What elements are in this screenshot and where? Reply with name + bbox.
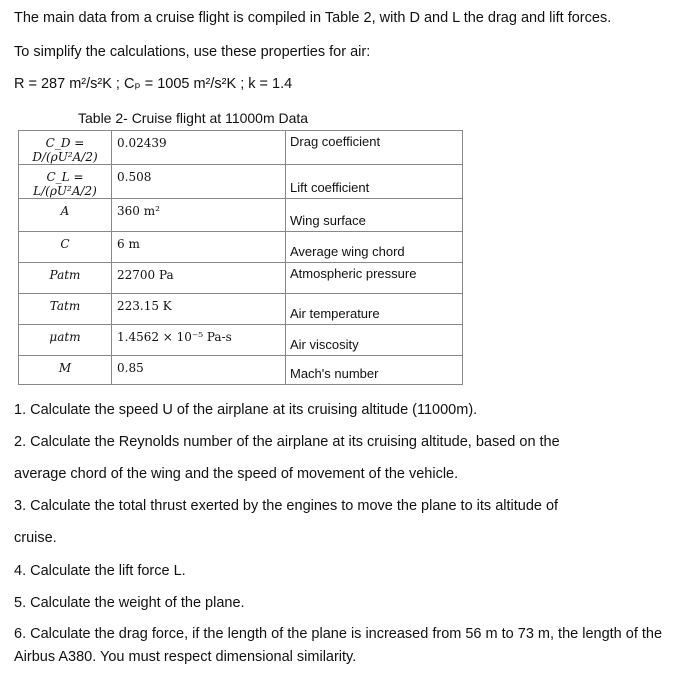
intro-line-1: The main data from a cruise flight is compiled in Table 2, with D and L the drag and lift forces. — [14, 10, 612, 26]
table-cell-value: 0.85 — [112, 356, 286, 385]
question-6-line-2: Airbus A380. You must respect dimensional similarity. — [14, 649, 357, 665]
table-cell-symbol: M — [19, 356, 112, 385]
table-row — [19, 131, 463, 165]
table-cell-description: Mach's number — [286, 356, 463, 385]
table-cell-description: Atmospheric pressure — [286, 263, 463, 294]
table-row — [19, 325, 463, 356]
table-cell-description: Drag coefficient — [286, 131, 463, 165]
lift-coefficient-symbol: C_L = L/(ρU²A/2) — [19, 165, 112, 199]
cruise-data-table — [18, 130, 463, 385]
air-properties: R = 287 m²/s²K ; Cₚ = 1005 m²/s²K ; k = 1.4 — [14, 76, 293, 92]
table-cell-value: 223.15 K — [112, 294, 286, 325]
question-6-line-1: 6. Calculate the drag force, if the length of the plane is increased from 56 m to 73 m, the length of the — [14, 626, 663, 642]
table-cell-symbol: Tatm — [19, 294, 112, 325]
question-1: 1. Calculate the speed U of the airplane at its cruising altitude (11000m). — [14, 402, 478, 418]
table-cell-value: 360 m² — [112, 199, 286, 232]
table-cell-value: 0.508 — [112, 165, 286, 199]
table-cell-symbol: Patm — [19, 263, 112, 294]
table-cell-description: Average wing chord — [286, 232, 463, 263]
table-cell-description: Wing surface — [286, 199, 463, 232]
table-row — [19, 232, 463, 263]
intro-line-2: To simplify the calculations, use these properties for air: — [14, 44, 371, 60]
question-4: 4. Calculate the lift force L. — [14, 563, 186, 579]
table-cell-value: 1.4562 × 10⁻⁵ Pa-s — [112, 325, 286, 356]
table-cell-symbol: C — [19, 232, 112, 263]
drag-coefficient-symbol: C_D = D/(ρU²A/2) — [19, 131, 112, 165]
table-cell-description: Air viscosity — [286, 325, 463, 356]
table-cell-value: 6 m — [112, 232, 286, 263]
table-cell-description: Air temperature — [286, 294, 463, 325]
table-cell-symbol: μatm — [19, 325, 112, 356]
table-cell-description: Lift coefficient — [286, 165, 463, 199]
question-3-line-1: 3. Calculate the total thrust exerted by the engines to move the plane to its altitude of — [14, 498, 559, 514]
question-5: 5. Calculate the weight of the plane. — [14, 595, 245, 611]
table-row — [19, 356, 463, 385]
table-row — [19, 199, 463, 232]
table-row — [19, 294, 463, 325]
table-cell-value: 22700 Pa — [112, 263, 286, 294]
table-cell-value: 0.02439 — [112, 131, 286, 165]
table-cell-symbol: A — [19, 199, 112, 232]
table-row — [19, 165, 463, 199]
question-3-line-2: cruise. — [14, 530, 57, 546]
question-2-line-1: 2. Calculate the Reynolds number of the airplane at its cruising altitude, based on the — [14, 434, 560, 450]
question-2-line-2: average chord of the wing and the speed of movement of the vehicle. — [14, 466, 459, 482]
table-caption: Table 2- Cruise flight at 11000m Data — [78, 110, 309, 126]
table-row — [19, 263, 463, 294]
